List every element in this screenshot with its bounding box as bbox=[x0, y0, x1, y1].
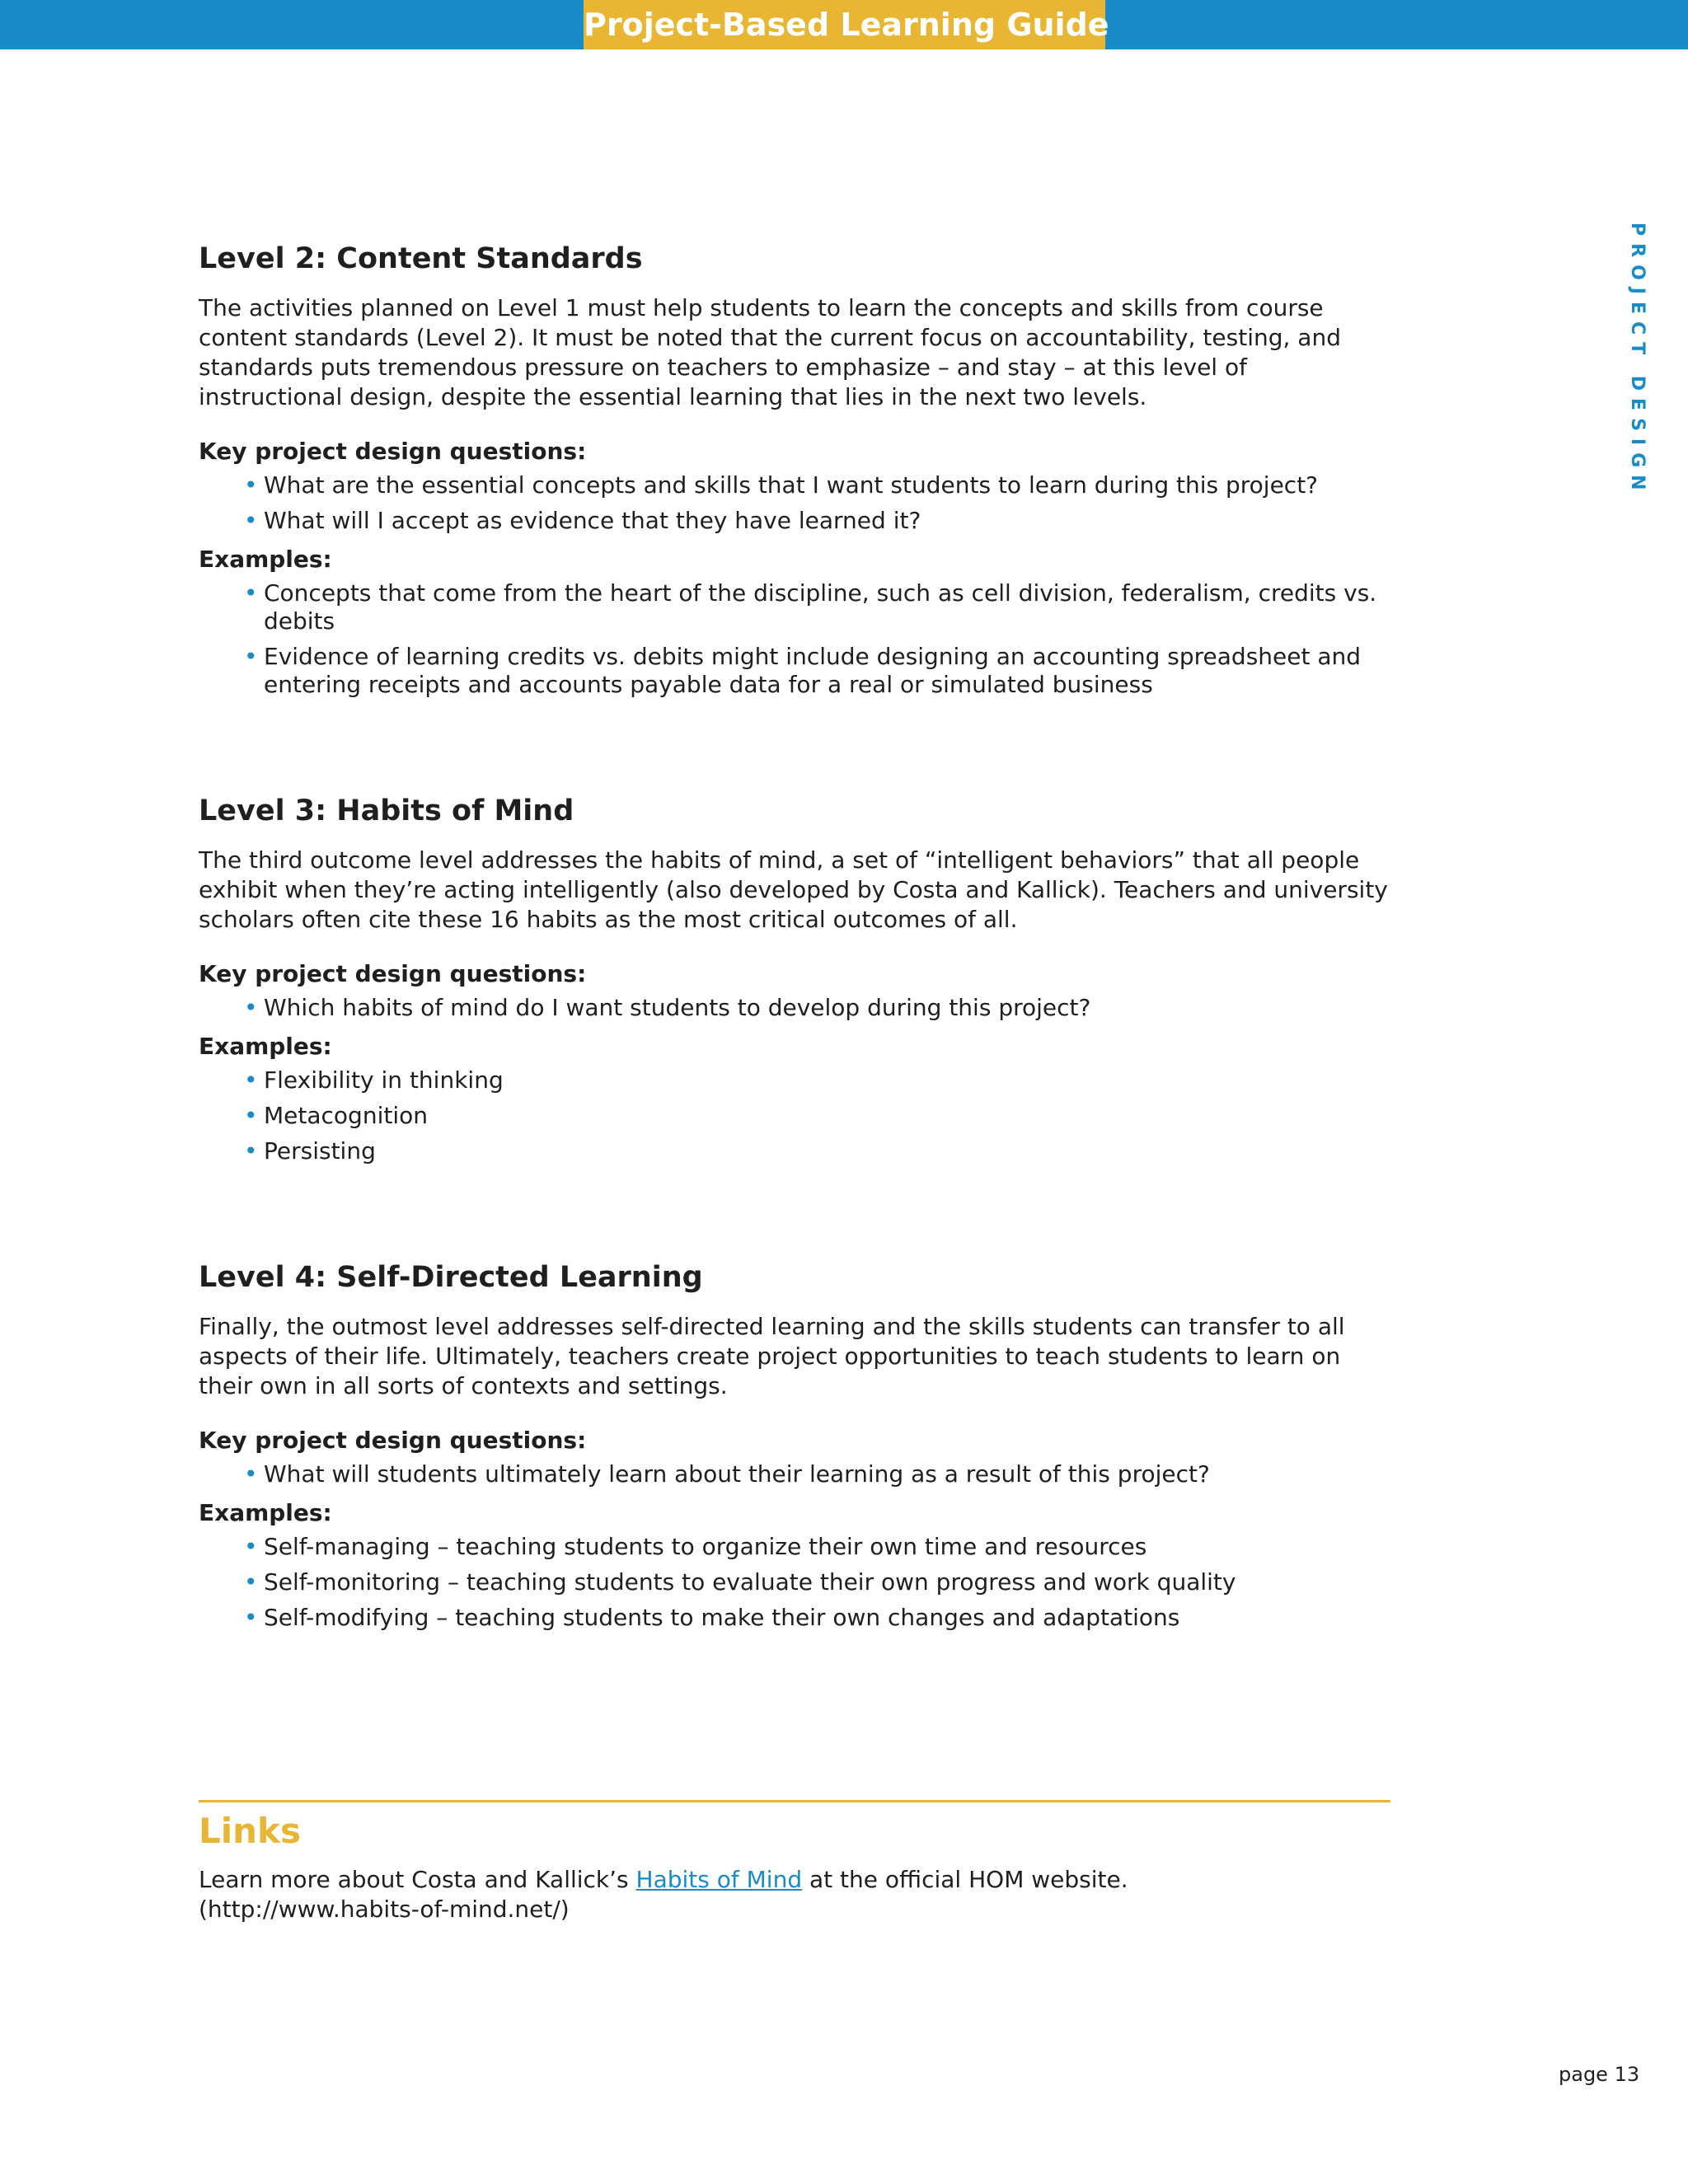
list-item bbox=[244, 1137, 1394, 1165]
list-item-text: What are the essential concepts and skills that I want students to learn during this project? bbox=[264, 471, 1319, 499]
list-item bbox=[244, 507, 1394, 535]
questions-list bbox=[199, 994, 1394, 1022]
list-item bbox=[244, 1533, 1394, 1561]
bullet-icon: • bbox=[244, 579, 258, 607]
bullet-icon: • bbox=[244, 1066, 258, 1094]
list-item-text: Evidence of learning credits vs. debits might include designing an accounting spreadsheet and entering receipts and accounts payable data for a real or simulated business bbox=[264, 643, 1362, 698]
list-item bbox=[244, 471, 1394, 499]
habits-of-mind-link[interactable]: Habits of Mind bbox=[635, 1866, 803, 1893]
section-paragraph: The activities planned on Level 1 must help students to learn the concepts and skills from course content standards (Level 2). It must be noted that the current focus on accountability, testing, and standards puts tremendous pressure on teachers to emphasize – and stay – at this level of instructional design, despite the essential learning that lies in the next two levels. bbox=[199, 294, 1341, 410]
list-item bbox=[244, 643, 1394, 699]
list-item bbox=[244, 1102, 1394, 1130]
bullet-icon: • bbox=[244, 1568, 258, 1596]
bullet-icon: • bbox=[244, 1102, 258, 1129]
questions-heading: Key project design questions: bbox=[199, 438, 587, 465]
section-side-label: PROJECT DESIGN bbox=[1627, 223, 1648, 498]
list-item bbox=[244, 1604, 1394, 1632]
examples-list bbox=[199, 1066, 1394, 1165]
list-item-text: Which habits of mind do I want students to develop during this project? bbox=[264, 994, 1091, 1021]
section-paragraph: Finally, the outmost level addresses self-directed learning and the skills students can transfer to all aspects of their life. Ultimately, teachers create project opportunities to teach students to learn on their own in all sorts of contexts and settings. bbox=[199, 1313, 1345, 1399]
examples-list bbox=[199, 579, 1394, 699]
links-text-after: at the official HOM website. bbox=[802, 1866, 1128, 1893]
links-divider bbox=[199, 1800, 1390, 1802]
links-url-text: (http://www.habits-of-mind.net/) bbox=[199, 1896, 570, 1923]
section-level-3 bbox=[199, 791, 1394, 1165]
bullet-icon: • bbox=[244, 1460, 258, 1488]
list-item-text: What will students ultimately learn about their learning as a result of this project? bbox=[264, 1460, 1210, 1488]
list-item-text: Flexibility in thinking bbox=[264, 1066, 504, 1094]
list-item bbox=[244, 994, 1394, 1022]
section-level-2 bbox=[199, 239, 1394, 699]
questions-heading: Key project design questions: bbox=[199, 1427, 587, 1454]
list-item bbox=[244, 579, 1394, 635]
bullet-icon: • bbox=[244, 471, 258, 499]
list-item-text: Self-managing – teaching students to organize their own time and resources bbox=[264, 1533, 1147, 1560]
links-paragraph bbox=[199, 1865, 1390, 1924]
examples-heading: Examples: bbox=[199, 1033, 332, 1060]
list-item-text: Metacognition bbox=[264, 1102, 428, 1129]
questions-heading: Key project design questions: bbox=[199, 960, 587, 987]
list-item bbox=[244, 1066, 1394, 1094]
section-paragraph: The third outcome level addresses the habits of mind, a set of “intelligent behaviors” that all people exhibit when they’re acting intelligently (also developed by Costa and Kallick). Teachers and university scholars often cite these 16 habits as the most critical outcomes of all. bbox=[199, 846, 1388, 933]
list-item-text: Concepts that come from the heart of the discipline, such as cell division, federalism, credits vs. debits bbox=[264, 579, 1377, 635]
section-heading: Level 4: Self-Directed Learning bbox=[199, 1261, 703, 1294]
bullet-icon: • bbox=[244, 1533, 258, 1560]
links-heading: Links bbox=[199, 1811, 301, 1851]
examples-heading: Examples: bbox=[199, 1499, 332, 1526]
section-heading: Level 3: Habits of Mind bbox=[199, 794, 574, 827]
bullet-icon: • bbox=[244, 643, 258, 670]
bullet-icon: • bbox=[244, 1137, 258, 1165]
list-item bbox=[244, 1568, 1394, 1596]
links-text-before: Learn more about Costa and Kallick’s bbox=[199, 1866, 636, 1893]
list-item-text: Self-monitoring – teaching students to evaluate their own progress and work quality bbox=[264, 1568, 1236, 1596]
page-number: page 13 bbox=[1559, 2063, 1640, 2086]
questions-list bbox=[199, 1460, 1394, 1488]
links-section bbox=[199, 1800, 1390, 1924]
examples-heading: Examples: bbox=[199, 546, 332, 573]
bullet-icon: • bbox=[244, 507, 258, 534]
questions-list bbox=[199, 471, 1394, 535]
document-title: Project-Based Learning Guide bbox=[584, 0, 1105, 49]
bullet-icon: • bbox=[244, 994, 258, 1021]
section-level-4 bbox=[199, 1258, 1394, 1632]
main-content bbox=[199, 239, 1394, 1642]
bullet-icon: • bbox=[244, 1604, 258, 1631]
examples-list bbox=[199, 1533, 1394, 1632]
list-item-text: Persisting bbox=[264, 1137, 376, 1165]
list-item bbox=[244, 1460, 1394, 1488]
list-item-text: Self-modifying – teaching students to make their own changes and adaptations bbox=[264, 1604, 1180, 1631]
list-item-text: What will I accept as evidence that they have learned it? bbox=[264, 507, 921, 534]
section-heading: Level 2: Content Standards bbox=[199, 242, 643, 275]
